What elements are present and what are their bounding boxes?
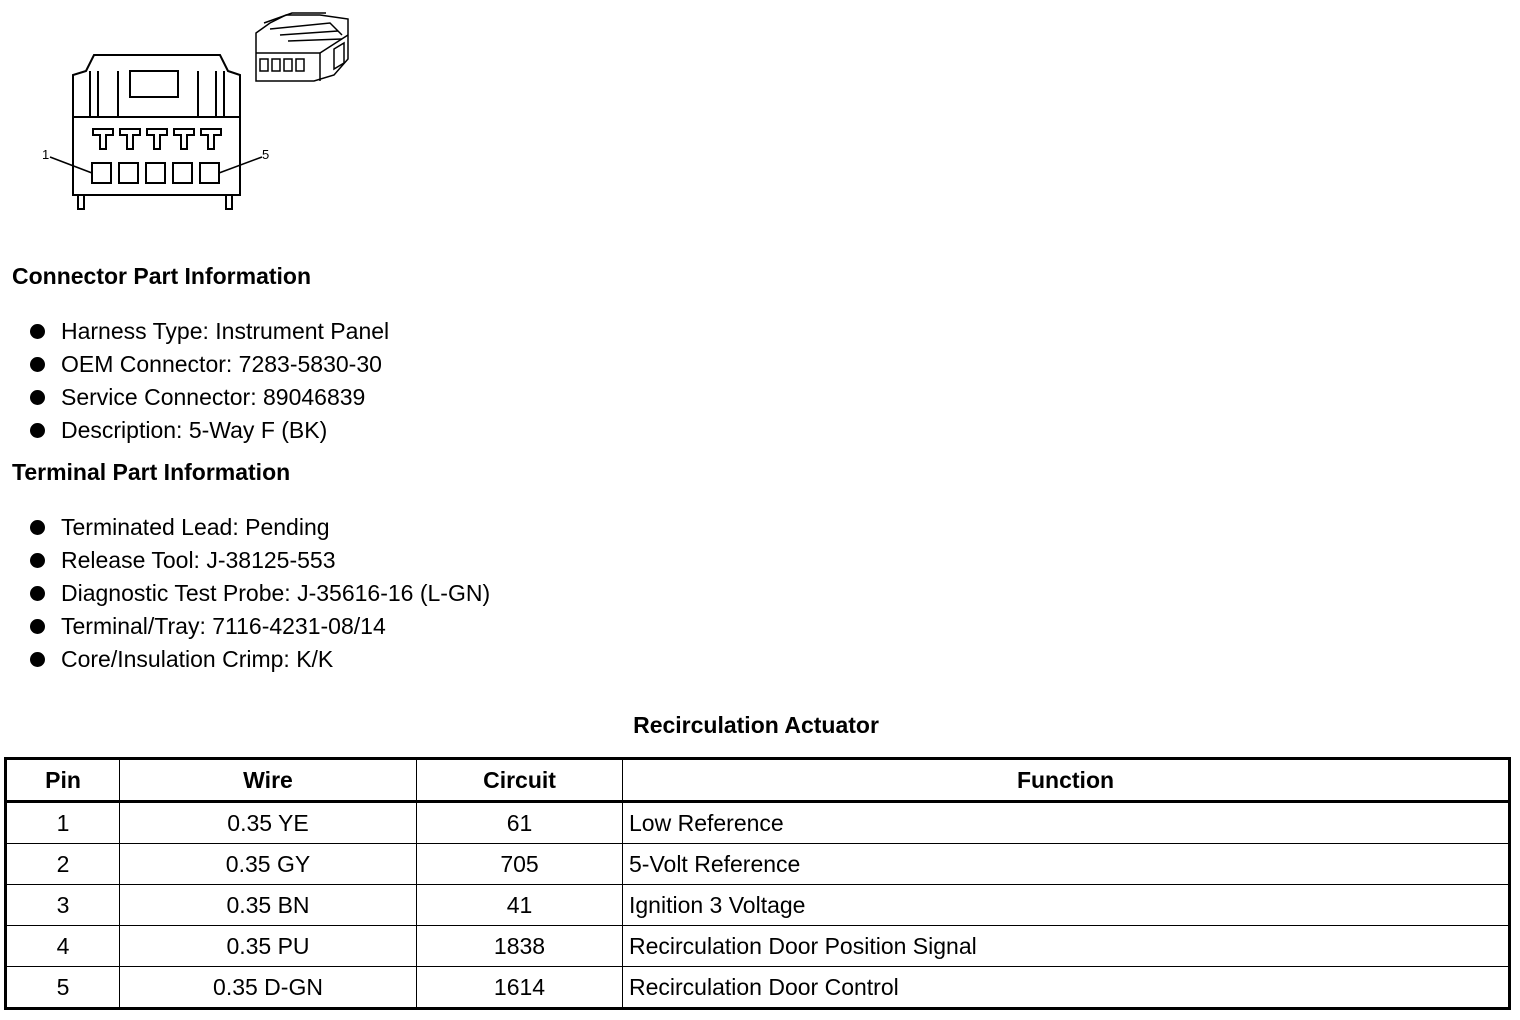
bullet-icon	[30, 586, 45, 601]
header-wire: Wire	[120, 759, 417, 802]
cell-circuit: 61	[417, 802, 623, 844]
table-header-row	[6, 759, 1510, 802]
list-item: Diagnostic Test Probe: J-35616-16 (L-GN)	[28, 577, 490, 610]
cell-wire: 0.35 GY	[120, 844, 417, 885]
table-row	[6, 844, 1510, 885]
cell-pin: 2	[6, 844, 120, 885]
list-item: OEM Connector: 7283-5830-30	[28, 348, 389, 381]
cell-pin: 4	[6, 926, 120, 967]
pin-label-first: 1	[42, 147, 50, 162]
bullet-icon	[30, 357, 45, 372]
bullet-icon	[30, 553, 45, 568]
cell-wire: 0.35 D-GN	[120, 967, 417, 1009]
cell-function: Recirculation Door Control	[623, 967, 1510, 1009]
list-item: Terminal/Tray: 7116-4231-08/14	[28, 610, 490, 643]
list-item: Description: 5-Way F (BK)	[28, 414, 389, 447]
bullet-icon	[30, 324, 45, 339]
terminal-t-shapes	[93, 129, 221, 149]
cell-pin: 1	[6, 802, 120, 844]
terminal-part-info-heading: Terminal Part Information	[12, 459, 291, 485]
table-row	[6, 885, 1510, 926]
list-item: Harness Type: Instrument Panel	[28, 315, 389, 348]
connector-thumbnail	[256, 13, 348, 81]
list-item: Service Connector: 89046839	[28, 381, 389, 414]
cell-pin: 5	[6, 967, 120, 1009]
pin-label-last: 5	[262, 147, 270, 162]
cell-circuit: 1614	[417, 967, 623, 1009]
cell-function: Recirculation Door Position Signal	[623, 926, 1510, 967]
table-row	[6, 926, 1510, 967]
terminal-part-info-list	[28, 511, 490, 676]
pin-table-title: Recirculation Actuator	[633, 712, 879, 738]
table-row	[6, 967, 1510, 1009]
bullet-icon	[30, 423, 45, 438]
pin-table	[4, 757, 1511, 1010]
cell-pin: 3	[6, 885, 120, 926]
header-function: Function	[623, 759, 1510, 802]
cell-function: Ignition 3 Voltage	[623, 885, 1510, 926]
list-item: Terminated Lead: Pending	[28, 511, 490, 544]
cell-circuit: 41	[417, 885, 623, 926]
connector-latch	[130, 71, 178, 97]
bullet-icon	[30, 390, 45, 405]
header-circuit: Circuit	[417, 759, 623, 802]
table-row	[6, 802, 1510, 844]
cell-function: 5-Volt Reference	[623, 844, 1510, 885]
cell-function: Low Reference	[623, 802, 1510, 844]
cell-circuit: 705	[417, 844, 623, 885]
list-item: Core/Insulation Crimp: K/K	[28, 643, 490, 676]
header-pin: Pin	[6, 759, 120, 802]
bullet-icon	[30, 520, 45, 535]
cell-wire: 0.35 YE	[120, 802, 417, 844]
connector-part-info-list	[28, 315, 389, 447]
connector-diagram	[30, 5, 370, 215]
bullet-icon	[30, 652, 45, 667]
cell-wire: 0.35 BN	[120, 885, 417, 926]
cell-circuit: 1838	[417, 926, 623, 967]
connector-part-info-heading: Connector Part Information	[12, 263, 312, 289]
bullet-icon	[30, 619, 45, 634]
pin-cavities	[92, 163, 219, 183]
list-item: Release Tool: J-38125-553	[28, 544, 490, 577]
cell-wire: 0.35 PU	[120, 926, 417, 967]
